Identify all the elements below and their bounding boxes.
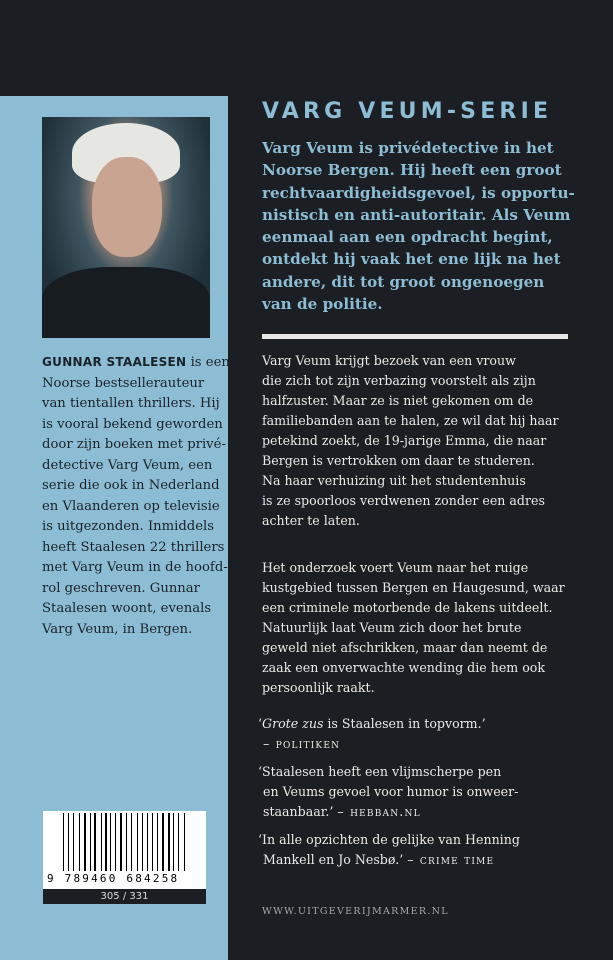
intro-line: rechtvaardigheidsgevoel, is opportu- bbox=[262, 183, 575, 202]
barcode-bar bbox=[152, 813, 153, 871]
synopsis-line: Bergen is vertrokken om daar te studeren. bbox=[262, 453, 535, 468]
bio-line: door zijn boeken met privé- bbox=[42, 437, 226, 452]
barcode-bar bbox=[133, 813, 134, 871]
bio-line: detective Varg Veum, een bbox=[42, 457, 213, 473]
barcode-bar bbox=[94, 813, 96, 871]
barcode-bar bbox=[145, 813, 146, 871]
barcode-bar bbox=[171, 813, 172, 871]
quote-mark: ‘ bbox=[258, 716, 263, 731]
intro-line: Varg Veum is privédetective in het bbox=[262, 139, 554, 157]
synopsis-line: een criminele motorbende de lakens uitdeelt. bbox=[262, 600, 553, 615]
quote-3 bbox=[258, 830, 520, 870]
intro-line: ontdekt hij vaak het ene lijk na het bbox=[262, 250, 561, 269]
synopsis-line: Natuurlijk laat Veum zich door het brute bbox=[262, 620, 522, 635]
intro-text bbox=[262, 137, 575, 315]
barcode-bar bbox=[128, 813, 129, 871]
synopsis-line: petekind zoekt, de 19-jarige Emma, die naar bbox=[262, 433, 547, 448]
bio-line: met Varg Veum in de hoofd- bbox=[42, 560, 228, 575]
synopsis-line: achter te laten. bbox=[262, 513, 360, 528]
quote-text: en Veums gevoel voor humor is onweer- bbox=[263, 784, 519, 799]
barcode-bar bbox=[113, 813, 114, 871]
intro-line: van de politie. bbox=[262, 295, 383, 314]
barcode-bar bbox=[75, 813, 77, 871]
publisher-website[interactable]: WWW.UITGEVERIJMARMER.NL bbox=[262, 906, 449, 917]
synopsis-line: familiebanden aan te halen, ze wil dat hij haar bbox=[262, 413, 559, 428]
barcode-bar bbox=[124, 813, 125, 871]
barcode-bar bbox=[165, 813, 166, 871]
barcode-bar bbox=[98, 813, 99, 871]
intro-line: eenmaal aan een opdracht begint, bbox=[262, 228, 553, 247]
bio-line: en Vlaanderen op televisie bbox=[42, 498, 220, 514]
barcode-bar bbox=[131, 813, 132, 871]
barcode-bar bbox=[139, 813, 141, 871]
barcode-bar bbox=[180, 813, 181, 871]
barcode-bar bbox=[147, 813, 148, 871]
bio-line: serie die ook in Nederland bbox=[42, 478, 220, 493]
quote-1 bbox=[258, 714, 520, 754]
synopsis-line: persoonlijk raakt. bbox=[262, 680, 375, 695]
quote-text: ‘Staalesen heeft een vlijmscherpe pen bbox=[258, 764, 502, 779]
bio-text: is een bbox=[186, 355, 230, 370]
quote-text: ‘In alle opzichten de gelijke van Henning bbox=[258, 832, 520, 847]
bio-line: heeft Staalesen 22 thrillers bbox=[42, 539, 225, 555]
barcode-bar bbox=[186, 813, 187, 871]
book-title: Grote zus bbox=[262, 716, 324, 731]
synopsis-line: halfzuster. Maar ze is niet gekomen om de bbox=[262, 393, 534, 408]
barcode-bar bbox=[154, 813, 155, 871]
bio-line: rol geschreven. Gunnar bbox=[42, 580, 200, 596]
barcode-bar bbox=[120, 813, 122, 871]
barcode-bar bbox=[87, 813, 88, 871]
barcode-bar bbox=[184, 813, 185, 871]
barcode bbox=[43, 811, 206, 904]
intro-line: Noorse Bergen. Hij heeft een groot bbox=[262, 161, 562, 180]
quote-2 bbox=[258, 762, 520, 822]
barcode-bar bbox=[105, 813, 106, 871]
quote-text: staanbaar.’ bbox=[263, 804, 338, 819]
barcode-bar bbox=[90, 813, 91, 871]
synopsis-line: die zich tot zijn verbazing voorstelt als zijn bbox=[262, 373, 536, 388]
synopsis-line: geweld niet afschrikken, maar dan neemt de bbox=[262, 640, 548, 655]
barcode-bar bbox=[168, 813, 169, 871]
barcode-bar bbox=[70, 813, 71, 871]
synopsis-paragraph-2 bbox=[262, 558, 565, 698]
quote-source: – politiken bbox=[263, 736, 341, 751]
bio-line: van tientallen thrillers. Hij bbox=[42, 396, 220, 411]
barcode-bar bbox=[81, 813, 82, 871]
author-photo bbox=[42, 117, 210, 338]
synopsis-line: Na haar verhuizing uit het studentenhuis bbox=[262, 473, 526, 488]
barcode-bar bbox=[117, 813, 118, 871]
synopsis-line: kustgebied tussen Bergen en Haugesund, waar bbox=[262, 580, 565, 595]
barcode-bar bbox=[84, 813, 85, 871]
barcode-bar bbox=[142, 813, 143, 871]
series-title: VARG VEUM-SERIE bbox=[262, 99, 553, 124]
barcode-bar bbox=[160, 813, 161, 871]
barcode-bar bbox=[63, 813, 64, 871]
barcode-bar bbox=[110, 813, 111, 871]
barcode-bar bbox=[115, 813, 116, 871]
author-bio bbox=[42, 352, 230, 640]
review-quotes bbox=[258, 714, 520, 878]
bio-line: is vooral bekend geworden bbox=[42, 416, 223, 432]
barcode-bar bbox=[66, 813, 67, 871]
barcode-bar bbox=[178, 813, 179, 871]
bio-line: Noorse bestsellerauteur bbox=[42, 375, 205, 391]
isbn-number: 9 789460 684258 bbox=[47, 872, 180, 885]
barcode-bar bbox=[176, 813, 177, 871]
barcode-bar bbox=[162, 813, 164, 871]
synopsis-line: zaak een onverwachte wending die hem ook bbox=[262, 660, 546, 675]
price-code: 305 / 331 bbox=[43, 889, 206, 904]
barcode-bar bbox=[108, 813, 109, 871]
synopsis-paragraph-1 bbox=[262, 351, 559, 531]
intro-line: andere, dit tot groot ongenoegen bbox=[262, 272, 545, 291]
barcode-bar bbox=[73, 813, 74, 871]
barcode-bar bbox=[68, 813, 69, 871]
barcode-bar bbox=[150, 813, 151, 871]
author-name: GUNNAR STAALESEN bbox=[42, 355, 187, 369]
barcode-bar bbox=[137, 813, 138, 871]
quote-source: – crime time bbox=[407, 852, 495, 867]
barcode-bar bbox=[173, 813, 174, 871]
barcode-bar bbox=[92, 813, 93, 871]
quote-source: – hebban.nl bbox=[337, 804, 421, 819]
bio-line: Staalesen woont, evenals bbox=[42, 601, 212, 616]
barcode-bar bbox=[157, 813, 158, 871]
bio-line: is uitgezonden. Inmiddels bbox=[42, 519, 215, 534]
bio-line: Varg Veum, in Bergen. bbox=[42, 621, 193, 637]
barcode-bar bbox=[126, 813, 127, 871]
synopsis-line: Varg Veum krijgt bezoek van een vrouw bbox=[262, 353, 516, 368]
quote-text: is Staalesen in topvorm.’ bbox=[323, 716, 486, 731]
synopsis-line: is ze spoorloos verdwenen zonder een adres bbox=[262, 493, 545, 508]
barcode-bar bbox=[103, 813, 104, 871]
intro-line: nistisch en anti-autoritair. Als Veum bbox=[262, 205, 571, 224]
barcode-bars bbox=[63, 813, 188, 871]
quote-text: Mankell en Jo Nesbø.’ bbox=[263, 852, 408, 867]
barcode-bar bbox=[101, 813, 102, 871]
barcode-bar bbox=[79, 813, 80, 871]
synopsis-line: Het onderzoek voert Veum naar het ruige bbox=[262, 560, 529, 575]
divider bbox=[262, 334, 568, 339]
